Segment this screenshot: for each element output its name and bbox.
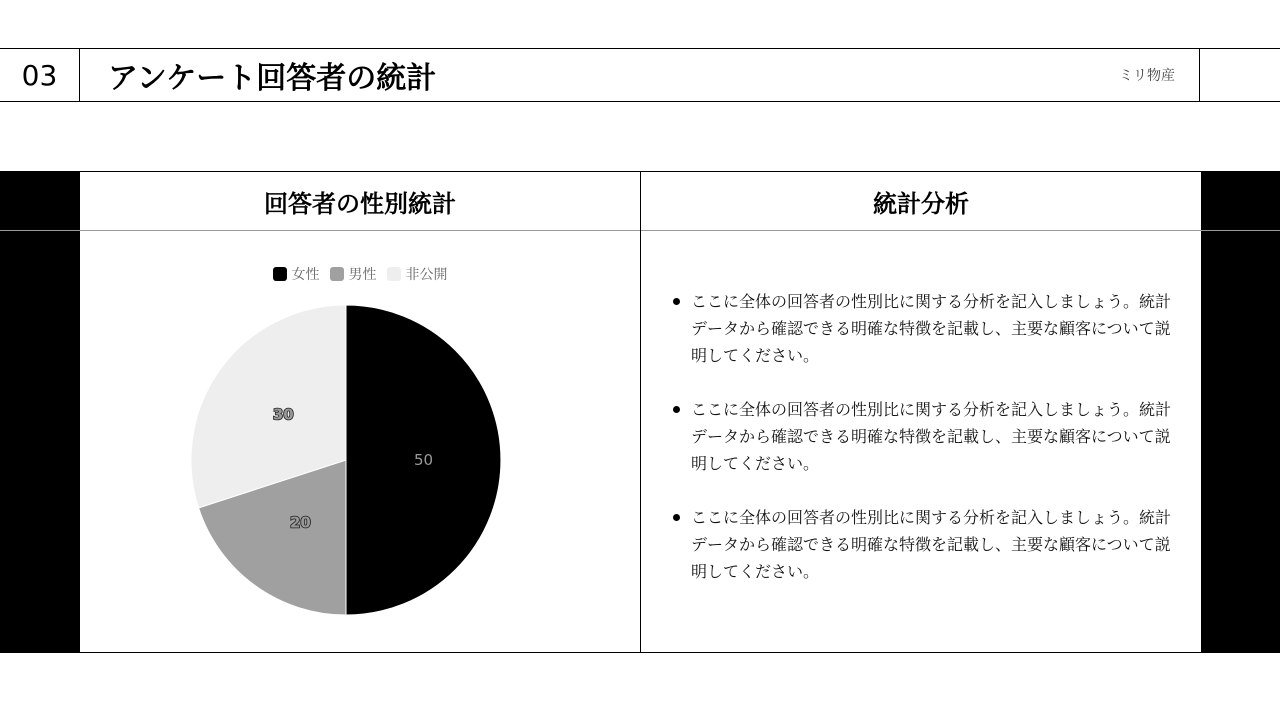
gender-pie-chart xyxy=(170,290,522,630)
legend-label-male: 男性 xyxy=(348,267,377,283)
bullet-dot-icon xyxy=(673,514,680,521)
legend-item-undisclosed xyxy=(387,264,448,284)
analysis-list xyxy=(670,288,1180,612)
header-band xyxy=(0,48,1280,102)
pie-data-label-undisclosed: 30 xyxy=(272,405,294,424)
analysis-item xyxy=(670,504,1180,585)
page-title: アンケート回答者の統計 xyxy=(108,61,437,96)
company-name: ミリ物産 xyxy=(1090,49,1200,101)
left-panel-title: 回答者の性別統計 xyxy=(264,189,456,218)
left-side-bar xyxy=(0,171,80,653)
legend-swatch-male xyxy=(330,267,344,281)
right-panel-title: 統計分析 xyxy=(873,189,969,218)
legend-item-male xyxy=(330,264,377,284)
legend-label-undisclosed: 非公開 xyxy=(405,267,448,283)
pie-data-label-female: 50 xyxy=(413,451,434,469)
bullet-dot-icon xyxy=(673,406,680,413)
legend-label-female: 女性 xyxy=(291,267,320,283)
panel-column-divider xyxy=(640,171,641,653)
pie-data-label-male: 20 xyxy=(290,513,311,532)
chart-legend xyxy=(80,262,640,286)
analysis-item xyxy=(670,288,1180,369)
analysis-text: ここに全体の回答者の性別比に関する分析を記入しましょう。統計データから確認できる明確な特徴を記載し、主要な顧客について説明してください。 xyxy=(691,400,1172,473)
legend-swatch-female xyxy=(273,267,287,281)
analysis-item xyxy=(670,396,1180,477)
legend-item-female xyxy=(273,264,320,284)
page-number: 03 xyxy=(0,49,80,101)
legend-swatch-undisclosed xyxy=(387,267,401,281)
analysis-text: ここに全体の回答者の性別比に関する分析を記入しましょう。統計データから確認できる明確な特徴を記載し、主要な顧客について説明してください。 xyxy=(691,508,1172,581)
analysis-text: ここに全体の回答者の性別比に関する分析を記入しましょう。統計データから確認できる明確な特徴を記載し、主要な顧客について説明してください。 xyxy=(691,292,1172,365)
right-side-bar xyxy=(1201,171,1280,653)
bullet-dot-icon xyxy=(673,298,680,305)
